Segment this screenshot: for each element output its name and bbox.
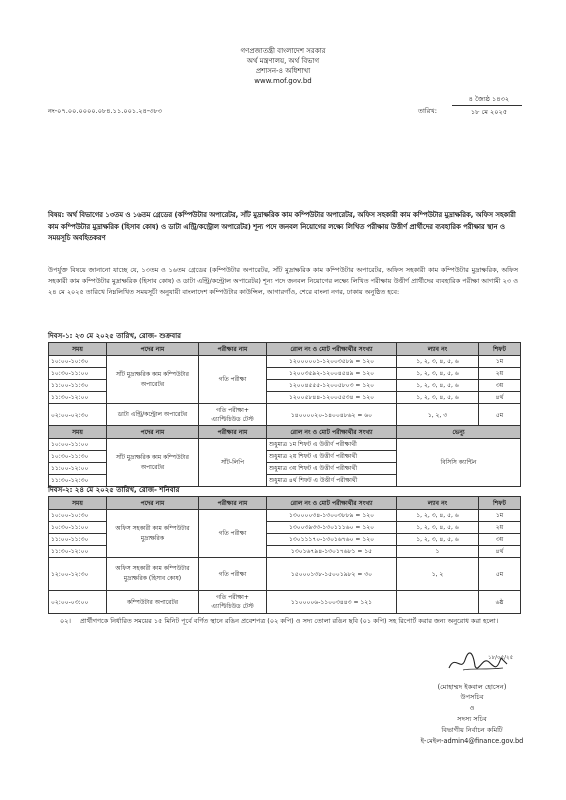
cell-shift: ১ম (479, 510, 521, 522)
cell-roll: ১২০০০০০১-১২০০৩৫৮৯ = ১২০ (267, 356, 397, 368)
cell-post: অফিস সহকারী কাম কম্পিউটার মুদ্রাক্ষরিক (107, 510, 199, 558)
branch-title: প্রশাসন-৪ অধিশাখা (255, 67, 311, 75)
note-number: ০২। (60, 617, 71, 625)
cell-exam: গতি পরীক্ষা+ এ্যাপ্টিচিউড টেস্ট (199, 591, 267, 614)
cell-roll: ১৪০০০০২০-১৪০০৪৮৬২ = ৬০ (267, 404, 397, 427)
date-divider (452, 105, 522, 106)
table-header-row (49, 426, 521, 439)
col-shift: শিফট (479, 343, 521, 356)
cell-lab (397, 591, 479, 614)
col-post: পদের নাম (107, 497, 199, 510)
cell-roll: ১৩০০৩৯৩৩-১৩০১১১৬০ = ১২০ (267, 522, 397, 534)
cell-time: ১১:০০-১১:৩০ (49, 380, 107, 392)
ministry-title: অর্থ মন্ত্রণালয়, অর্থ বিভাগ (246, 57, 320, 65)
table-header-row (49, 343, 521, 356)
cell-venue: বিসিসি ক্যান্টিন (397, 439, 521, 487)
cell-time: ১১:০০-১২:০০ (49, 463, 107, 475)
date-english: ১৮ মে ২০২৫ (470, 108, 508, 116)
signatory-committee: বিভাগীয় নির্বাচন কমিটি (441, 726, 503, 734)
cell-time: ১০:০০-১১:০০ (49, 439, 107, 451)
subject-block (48, 210, 518, 245)
cell-roll: শুধুমাত্র ২য় শিফট এ উত্তীর্ণ পরীক্ষার্থী (267, 451, 397, 463)
cell-time: ১০:৩০-১১:০০ (49, 522, 107, 534)
cell-roll: ১৫০০০১৩৮-১৫০০১৯৮২ = ৩০ (267, 558, 397, 591)
subject-text: অর্থ বিভাগের ১৩তম ও ১৬তম গ্রেডের (কম্পিউটার অপারেটর, সাঁট মুদ্রাক্ষরিক কাম কম্পিউটার অপারেটর, অফিস সহকারী কাম কম্পিউটার মুদ্রাক্ষরিক, অফিস সহকারী কাম কম্পিউটার মুদ্রাক্ষরিক (হিসাব কোষ) ও ডাটা এন্ট্রি/কন্ট্রোল অপারেটর) শূন্য পদে জনবল নিয়োগের লক্ষ্যে লিখিত পরীক্ষায় উত্তীর্ণ প্রার্থীদের ব্যবহারিক পরীক্ষার স্থান ও সময়সূচি অবহিতকরণ (48, 211, 516, 242)
intro-paragraph: উপর্যুক্ত বিষয়ে জানানো যাচ্ছে যে, ১৩তম ও ১৬তম গ্রেডের (কম্পিউটার অপারেটর, সাঁট মুদ্রাক্ষরিক কাম কম্পিউটার অপারেটর, অফিস সহকারী কাম কম্পিউটার মুদ্রাক্ষরিক, অফিস সহকারী কাম কম্পিউটার মুদ্রাক্ষরিক (হিসাব কোষ) ও ডাটা এন্ট্রি/কন্ট্রোল অপারেটর) শূন্য পদে জনবল নিয়োগের লক্ষ্যে লিখিত পরীক্ষায় উত্তীর্ণ প্রার্থীদের ব্যবহারিক পরীক্ষা আগামী ২৩ ও ২৪ মে ২০২৫ তারিখে নিম্নলিখিত সময়সূচী অনুযায়ী বাংলাদেশ কম্পিউটার কাউন্সিল, আগারগাঁও, শেরে বাংলা নগর, ঢাকায় অনুষ্ঠিত হবে: (48, 266, 518, 296)
cell-roll: শুধুমাত্র ৩য় শিফট এ উত্তীর্ণ পরীক্ষার্থী (267, 463, 397, 475)
cell-time: ১০:০০-১০:৩০ (49, 510, 107, 522)
col-exam: পরীক্ষার নাম (199, 426, 267, 439)
cell-exam: গতি পরীক্ষা (199, 356, 267, 404)
note-text: প্রার্থীগণকে নির্ধারিত সময়ের ১৫ মিনিট পূর্বে বর্ণিত স্থানে রঙিন প্রবেশপত্র (০২ কপি) ও সদ্য তোলা রঙিন ছবি (০১ কপি) সহ রিপোর্ট করার জন্য অনুরোধ করা হলো। (80, 617, 499, 625)
cell-roll: ১২০০৫৮৪৪-১২০০৫৫৩৪ = ১২০ (267, 392, 397, 404)
cell-shift: ৪র্থ (479, 546, 521, 558)
signatory-name: (মোহাম্মদ ইকবাল হোসেন) (437, 683, 507, 691)
cell-exam: গতি পরীক্ষা (199, 510, 267, 558)
cell-lab: ১, ২, ৩, ৪, ৫, ৬ (397, 392, 479, 404)
date-label: তারিখ: (418, 107, 437, 115)
date-bangla: ৪ জ্যৈষ্ঠ ১৪৩২ (468, 95, 510, 103)
cell-time: ১১:৩০-১২:৩০ (49, 475, 107, 487)
cell-shift: ২য় (479, 522, 521, 534)
col-exam: পরীক্ষার নাম (199, 497, 267, 510)
table-row (49, 558, 521, 591)
cell-shift: ৪র্থ (479, 392, 521, 404)
cell-exam: গতি পরীক্ষা (199, 558, 267, 591)
col-roll: রোল নং ও মোট পরীক্ষার্থীর সংখ্যা (267, 426, 397, 439)
cell-time: ১০:৩০-১১:০০ (49, 368, 107, 380)
col-time: সময় (49, 497, 107, 510)
cell-shift: ২য় (479, 368, 521, 380)
signatory-and: ও (469, 704, 475, 712)
cell-exam: গতি পরীক্ষা+ এ্যাপ্টিচিউড টেস্ট (199, 404, 267, 427)
cell-post: ডাটা এন্ট্রি/কন্ট্রোল অপারেটর (107, 404, 199, 427)
cell-roll: ১৩০১১১৭০-১৩০১৬৭৬০ = ১২০ (267, 534, 397, 546)
col-lab: ল্যাব নং (397, 497, 479, 510)
cell-post: সাঁট মুদ্রাক্ষরিক কাম কম্পিউটার অপারেটর (107, 356, 199, 404)
col-time: সময় (49, 343, 107, 356)
col-shift: শিফট (479, 497, 521, 510)
cell-post: সাঁট মুদ্রাক্ষরিক কাম কম্পিউটার অপারেটর (107, 439, 199, 487)
day1-table (48, 342, 521, 427)
table-row (49, 591, 521, 614)
col-roll: রোল নং ও মোট পরীক্ষার্থীর সংখ্যা (267, 497, 397, 510)
cell-shift: ৫ম (479, 404, 521, 427)
cell-lab: ১ (397, 546, 479, 558)
col-roll: রোল নং ও মোট পরীক্ষার্থীর সংখ্যা (267, 343, 397, 356)
cell-roll: শুধুমাত্র ১ম শিফট এ উত্তীর্ণ পরীক্ষার্থী (267, 439, 397, 451)
cell-shift: ৬ষ্ঠ (479, 591, 521, 614)
col-exam: পরীক্ষার নাম (199, 343, 267, 356)
table-row (49, 404, 521, 427)
cell-time: ১১:৩০-১২:০০ (49, 546, 107, 558)
cell-exam: সাঁট-লিপি (199, 439, 267, 487)
col-lab: ল্যাব নং (397, 343, 479, 356)
cell-post: কম্পিউটার অপারেটর (107, 591, 199, 614)
cell-shift: ৫ম (479, 558, 521, 591)
signature-date: ১৮/০৫/২৫ (488, 655, 514, 661)
cell-shift: ৩য় (479, 380, 521, 392)
cell-lab: ১, ২, ৩, ৪, ৫, ৬ (397, 380, 479, 392)
col-time: সময় (49, 426, 107, 439)
signatory-role: সদস্য সচিব (457, 715, 487, 723)
signatory-designation: উপসচিব (460, 693, 484, 701)
cell-lab: ১, ২ (397, 558, 479, 591)
day1-title: দিবস-১: ২৩ মে ২০২৫ তারিখ, রোজ- শুক্রবার (48, 332, 182, 340)
memo-number: নং-০৭.০০.০০০০.০৮৪.১১.০০১.২৪-৩৮৩ (48, 107, 163, 115)
handwritten-signature (445, 648, 515, 678)
cell-roll: ১৩০০০০৩৪-১৩০০৩৮৮৯ = ১২০ (267, 510, 397, 522)
cell-roll: ১১০০০০৬-১১০০৩৪৪৩ = ১২১ (267, 591, 397, 614)
cell-shift: ১ম (479, 356, 521, 368)
cell-time: ০২:০০-০৩:০০ (49, 591, 107, 614)
day1-shorthand-table (48, 425, 521, 487)
cell-roll: ১৩০১৬৭৯৪-১৩০১৭৬৮১ = ১৫ (267, 546, 397, 558)
col-post: পদের নাম (107, 426, 199, 439)
cell-roll: শুধুমাত্র ৪র্থ শিফট এ উত্তীর্ণ পরীক্ষার্থী (267, 475, 397, 487)
signatory-email[interactable]: ই-মেইল-admin4@finance.gov.bd (420, 737, 524, 745)
cell-time: ০২:০০-০২:৩০ (49, 404, 107, 427)
cell-time: ১০:৩০-১১:৩০ (49, 451, 107, 463)
cell-time: ১১:০০-১১:৩০ (49, 534, 107, 546)
cell-shift: ৩য় (479, 534, 521, 546)
cell-lab: ১, ২, ৩, ৪, ৫, ৬ (397, 534, 479, 546)
table-header-row (49, 497, 521, 510)
col-post: পদের নাম (107, 343, 199, 356)
cell-lab: ১, ২, ৩, ৪, ৫, ৬ (397, 522, 479, 534)
col-venue: ভেন্যু (397, 426, 521, 439)
cell-time: ১২:০০-১২:৩০ (49, 558, 107, 591)
subject-label: বিষয়: (48, 211, 65, 219)
cell-post: অফিস সহকারী কাম কম্পিউটার মুদ্রাক্ষরিক (হিসাব কোষ) (107, 558, 199, 591)
cell-time: ১০:০০-১০:৩০ (49, 356, 107, 368)
day2-table (48, 496, 521, 614)
cell-lab: ১, ২, ৩, ৪, ৫, ৬ (397, 356, 479, 368)
cell-lab: ১, ২, ৩, ৪, ৫, ৬ (397, 510, 479, 522)
cell-time: ১১:৩০-১২:০০ (49, 392, 107, 404)
website-link[interactable]: www.mof.gov.bd (254, 77, 312, 85)
cell-lab: ১, ২, ৩, ৪, ৫, ৬ (397, 368, 479, 380)
table-row (49, 356, 521, 368)
table-row (49, 439, 521, 451)
cell-lab: ১, ২, ৩ (397, 404, 479, 427)
day2-title: দিবস-২: ২৪ মে ২০২৫ তারিখ, রোজ- শনিবার (48, 486, 180, 494)
govt-title: গণপ্রজাতন্ত্রী বাংলাদেশ সরকার (240, 47, 326, 55)
cell-roll: ১২০০৩৫৯২-১২০০৪৫৪৯ = ১২০ (267, 368, 397, 380)
table-row (49, 510, 521, 522)
cell-roll: ১২০০৪৫৫৫-১২০০৫৮০৩ = ১২০ (267, 380, 397, 392)
